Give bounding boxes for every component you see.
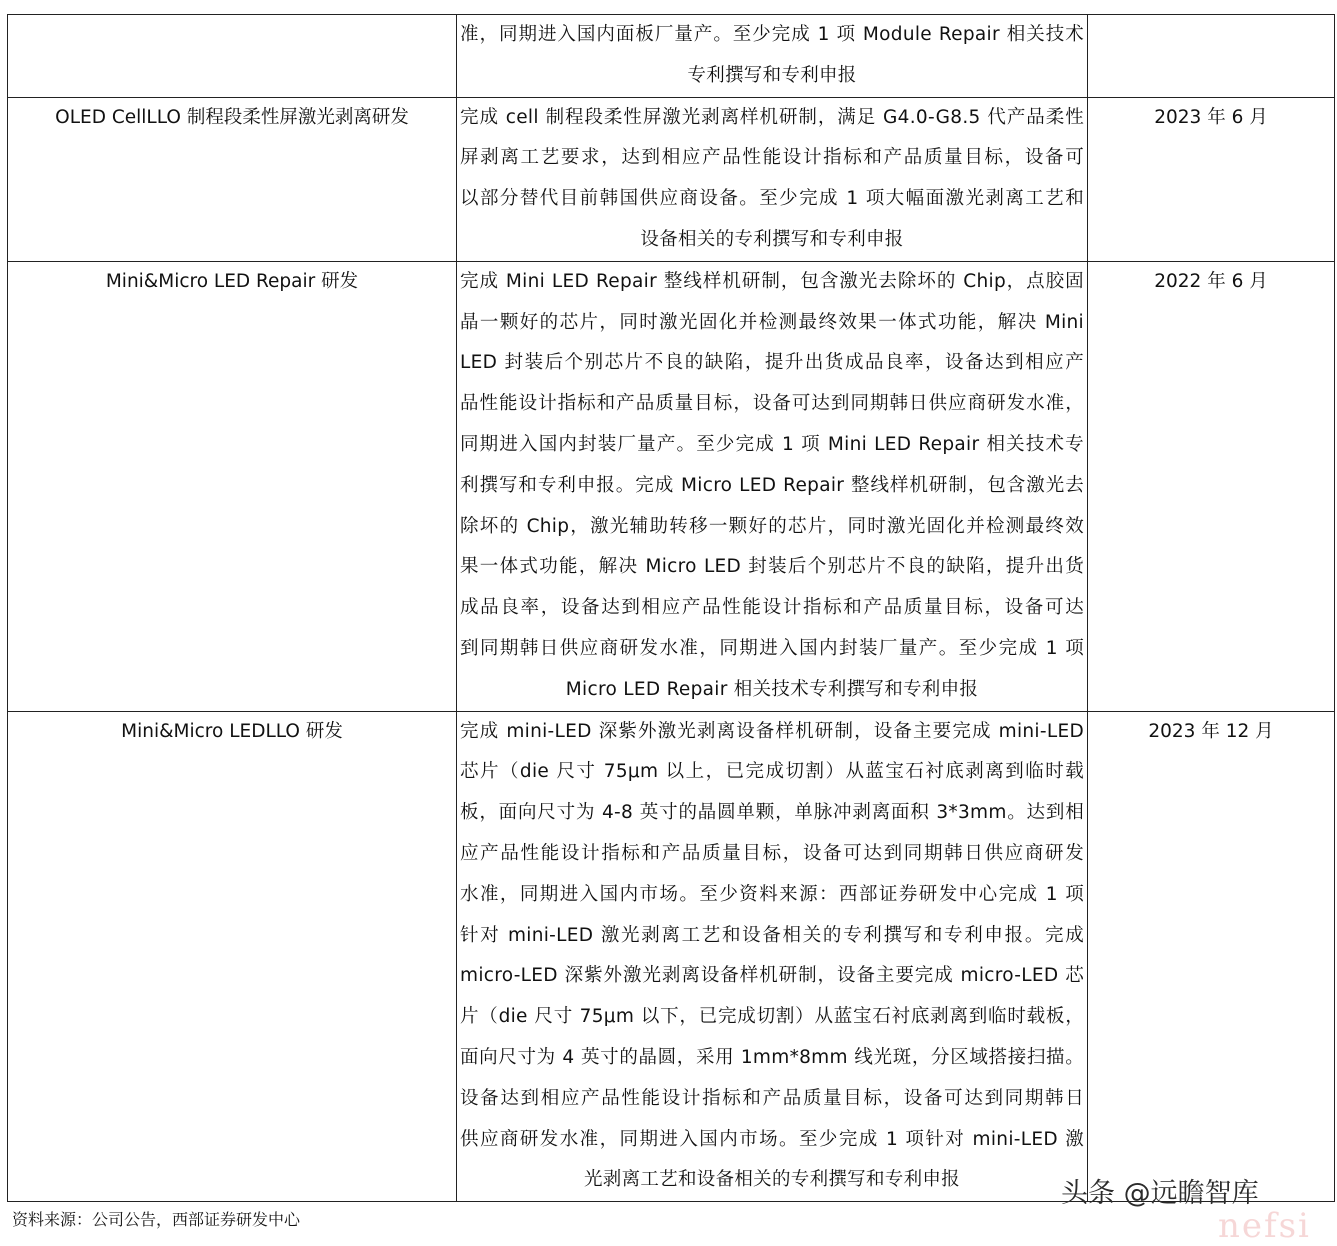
table-body (8, 15, 1335, 1202)
faint-watermark: nefsi (1218, 1206, 1311, 1246)
content-line: 准，同期进入国内面板厂量产。至少完成 1 项 Module Repair 相关技术 (460, 24, 1084, 45)
content-line: 除坏的 Chip，激光辅助转移一颗好的芯片，同时激光固化并检测最终效 (460, 515, 1084, 537)
content-line: 板，面向尺寸为 4-8 英寸的晶圆单颗，单脉冲剥离面积 3*3mm。达到相 (460, 802, 1084, 824)
content-line: 晶一颗好的芯片，同时激光固化并检测最终效果一体式功能，解决 Mini (460, 311, 1084, 333)
content-line: 供应商研发水准，同期进入国内市场。至少完成 1 项针对 mini-LED 激 (460, 1128, 1084, 1150)
project-name-cell (8, 261, 457, 711)
table-row (8, 15, 1335, 98)
project-name-cell (8, 15, 457, 98)
table-row (8, 711, 1335, 1202)
watermark-logo: 头条 @远瞻智库 (1061, 1178, 1259, 1209)
project-name-cell (8, 97, 457, 261)
project-content-cell (457, 97, 1088, 261)
content-line: 完成 mini-LED 深紫外激光剥离设备样机研制，设备主要完成 mini-LED (460, 720, 1084, 742)
project-name: Mini&Micro LED Repair 研发 (105, 270, 359, 292)
content-line: 针对 mini-LED 激光剥离工艺和设备相关的专利撰写和专利申报。完成 (460, 924, 1084, 946)
content-line: 完成 Mini LED Repair 整线样机研制，包含激光去除坏的 Chip，点胶固 (460, 270, 1084, 292)
content-line: 设备相关的专利撰写和专利申报 (640, 228, 904, 250)
content-line: 品性能设计指标和产品质量目标，设备可达到同期韩日供应商研发水准， (460, 393, 1084, 415)
project-content-cell (457, 261, 1088, 711)
project-content-cell (457, 15, 1088, 98)
content-line: micro-LED 深紫外激光剥离设备样机研制，设备主要完成 micro-LED 芯 (460, 965, 1084, 987)
content-line: 成品良率，设备达到相应产品性能设计指标和产品质量目标，设备可达 (460, 597, 1084, 619)
content-line: 应产品性能设计指标和产品质量目标，设备可达到同期韩日供应商研发 (460, 842, 1084, 864)
content-line: 设备达到相应产品性能设计指标和产品质量目标，设备可达到同期韩日 (460, 1087, 1084, 1109)
content-line: 专利撰写和专利申报 (687, 64, 857, 86)
target-date-cell (1088, 97, 1335, 261)
rd-projects-table (7, 14, 1335, 1202)
content-line: LED 封装后个别芯片不良的缺陷，提升出货成品良率，设备达到相应产 (460, 352, 1084, 374)
target-date: 2022 年 6 月 (1154, 270, 1268, 292)
content-line: 果一体式功能，解决 Micro LED 封装后个别芯片不良的缺陷，提升出货 (460, 556, 1084, 578)
content-line: 光剥离工艺和设备相关的专利撰写和专利申报 (583, 1169, 960, 1191)
content-line: 以部分替代目前韩国供应商设备。至少完成 1 项大幅面激光剥离工艺和 (460, 188, 1084, 210)
target-date-cell (1088, 15, 1335, 98)
project-name: Mini&Micro LEDLLO 研发 (121, 720, 343, 742)
content-line: 面向尺寸为 4 英寸的晶圆，采用 1mm*8mm 线光斑，分区域搭接扫描。 (460, 1046, 1084, 1068)
target-date-cell (1088, 261, 1335, 711)
content-line: 完成 cell 制程段柔性屏激光剥离样机研制，满足 G4.0-G8.5 代产品柔性 (460, 106, 1084, 128)
project-content-cell (457, 711, 1088, 1202)
content-line: 到同期韩日供应商研发水准，同期进入国内封装厂量产。至少完成 1 项 (460, 637, 1084, 659)
target-date-cell (1088, 711, 1335, 1202)
content-line: 水准，同期进入国内市场。至少资料来源：西部证券研发中心完成 1 项 (460, 883, 1084, 905)
content-line: 同期进入国内封装厂量产。至少完成 1 项 Mini LED Repair 相关技术专 (460, 433, 1084, 455)
content-line: Micro LED Repair 相关技术专利撰写和专利申报 (565, 678, 979, 700)
table-row (8, 97, 1335, 261)
table-row (8, 261, 1335, 711)
content-line: 利撰写和专利申报。完成 Micro LED Repair 整线样机研制，包含激光去 (460, 474, 1084, 496)
project-name-cell (8, 711, 457, 1202)
target-date: 2023 年 12 月 (1148, 720, 1274, 742)
project-name: OLED CellLLO 制程段柔性屏激光剥离研发 (55, 106, 409, 128)
source-footnote: 资料来源：公司公告，西部证券研发中心 (12, 1210, 301, 1229)
target-date: 2023 年 6 月 (1154, 106, 1268, 128)
content-line: 片（die 尺寸 75μm 以下，已完成切割）从蓝宝石衬底剥离到临时载板， (460, 1006, 1084, 1028)
content-line: 屏剥离工艺要求，达到相应产品性能设计指标和产品质量目标，设备可 (460, 147, 1084, 169)
content-line: 芯片（die 尺寸 75μm 以上，已完成切割）从蓝宝石衬底剥离到临时载 (460, 761, 1084, 783)
